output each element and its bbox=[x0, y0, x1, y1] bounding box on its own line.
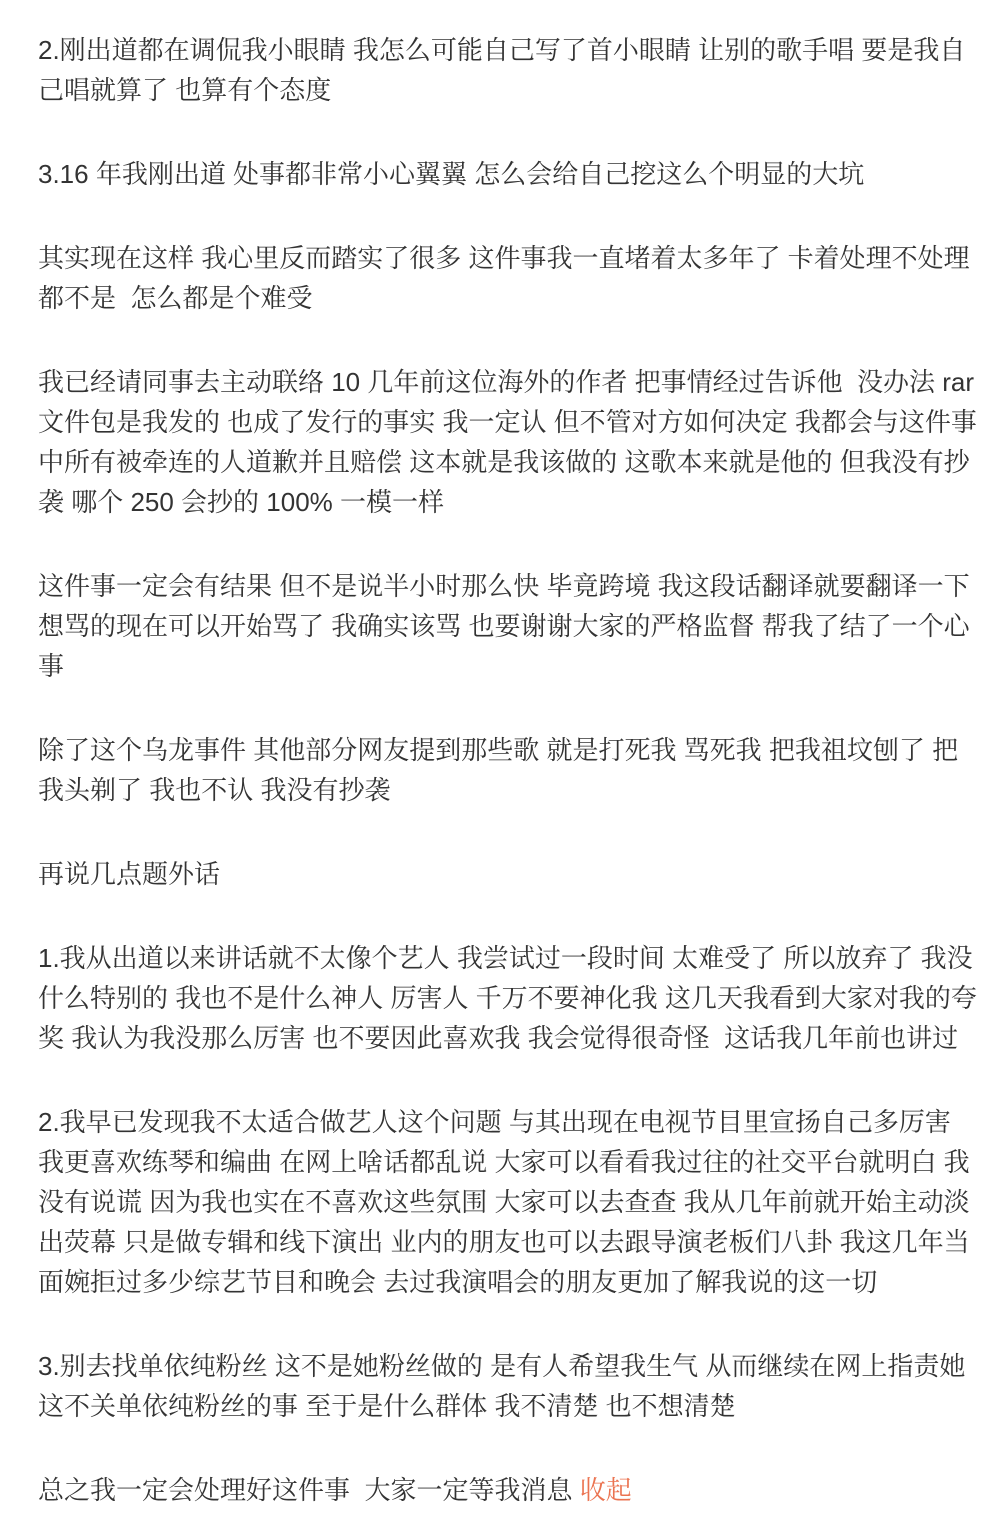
text-line bbox=[38, 1142, 972, 1182]
paragraph bbox=[38, 154, 972, 194]
text-line bbox=[38, 978, 977, 1018]
paragraph bbox=[38, 30, 972, 110]
text-line bbox=[38, 1470, 972, 1510]
text-line-content: 总之我一定会处理好这件事 大家一定等我消息 bbox=[38, 1475, 573, 1505]
paragraph bbox=[38, 1470, 972, 1510]
text-line-content: 中所有被牵连的人道歉并且赔偿 这本就是我该做的 这歌本来就是他的 但我没有抄 bbox=[38, 447, 970, 477]
text-line bbox=[38, 1222, 972, 1262]
paragraph bbox=[38, 730, 972, 810]
text-line bbox=[38, 938, 972, 978]
text-line-content: 我更喜欢练琴和编曲 在网上啥话都乱说 大家可以看看我过往的社交平台就明白 我 bbox=[38, 1147, 970, 1177]
paragraph bbox=[38, 854, 972, 894]
text-line bbox=[38, 1102, 972, 1142]
text-line bbox=[38, 70, 972, 110]
text-line-content: 我已经请同事去主动联络 10 几年前这位海外的作者 把事情经过告诉他 没办法 rar bbox=[38, 367, 975, 397]
collapse-link[interactable]: 收起 bbox=[579, 1475, 632, 1505]
text-line bbox=[38, 362, 975, 402]
text-line-content: 袭 哪个 250 会抄的 100% 一模一样 bbox=[38, 487, 444, 517]
text-line-content: 什么特别的 我也不是什么神人 厉害人 千万不要神化我 这几天我看到大家对我的夸 bbox=[38, 983, 977, 1013]
paragraph bbox=[38, 1102, 972, 1302]
text-line-content: 这件事一定会有结果 但不是说半小时那么快 毕竟跨境 我这段话翻译就要翻译一下 bbox=[38, 571, 970, 601]
paragraph bbox=[38, 362, 977, 522]
text-line-content: 3.16 年我刚出道 处事都非常小心翼翼 怎么会给自己挖这么个明显的大坑 bbox=[38, 159, 865, 189]
paragraph bbox=[38, 938, 977, 1058]
text-line-content: 2.我早已发现我不太适合做艺人这个问题 与其出现在电视节目里宣扬自己多厉害 bbox=[38, 1107, 951, 1137]
text-line bbox=[38, 1346, 972, 1386]
text-line bbox=[38, 854, 972, 894]
paragraph bbox=[38, 566, 972, 686]
paragraph bbox=[38, 1346, 972, 1426]
text-line-content: 奖 我认为我没那么厉害 也不要因此喜欢我 我会觉得很奇怪 这话我几年前也讲过 bbox=[38, 1023, 959, 1053]
text-line-content: 己唱就算了 也算有个态度 bbox=[38, 75, 332, 105]
text-line-content: 事 bbox=[38, 651, 65, 681]
text-line bbox=[38, 566, 972, 606]
text-line bbox=[38, 402, 977, 442]
text-line-content: 没有说谎 因为我也实在不喜欢这些氛围 大家可以去查查 我从几年前就开始主动淡 bbox=[38, 1187, 970, 1217]
text-line-content: 出荧幕 只是做专辑和线下演出 业内的朋友也可以去跟导演老板们八卦 我这几年当 bbox=[38, 1227, 970, 1257]
text-line bbox=[38, 1262, 972, 1302]
text-line bbox=[38, 646, 972, 686]
text-line bbox=[38, 730, 972, 770]
text-line bbox=[38, 278, 972, 318]
text-line-content: 文件包是我发的 也成了发行的事实 我一定认 但不管对方如何决定 我都会与这件事 bbox=[38, 407, 977, 437]
text-line bbox=[38, 1386, 972, 1426]
text-line bbox=[38, 238, 972, 278]
text-line-content: 2.刚出道都在调侃我小眼睛 我怎么可能自己写了首小眼睛 让别的歌手唱 要是我自 bbox=[38, 35, 966, 65]
text-line bbox=[38, 442, 972, 482]
text-line-content: 3.别去找单依纯粉丝 这不是她粉丝做的 是有人希望我生气 从而继续在网上指责她 bbox=[38, 1351, 966, 1381]
text-line bbox=[38, 606, 972, 646]
text-line-content: 除了这个乌龙事件 其他部分网友提到那些歌 就是打死我 骂死我 把我祖坟刨了 把 bbox=[38, 735, 959, 765]
text-line bbox=[38, 770, 972, 810]
text-line-content: 面婉拒过多少综艺节目和晚会 去过我演唱会的朋友更加了解我说的这一切 bbox=[38, 1267, 878, 1297]
text-line bbox=[38, 1018, 972, 1058]
text-line-content: 想骂的现在可以开始骂了 我确实该骂 也要谢谢大家的严格监督 帮我了结了一个心 bbox=[38, 611, 970, 641]
text-line bbox=[38, 154, 972, 194]
paragraph bbox=[38, 238, 972, 318]
text-line bbox=[38, 482, 972, 522]
text-line-content: 再说几点题外话 bbox=[38, 859, 221, 889]
text-line bbox=[38, 30, 972, 70]
text-line-content: 1.我从出道以来讲话就不太像个艺人 我尝试过一段时间 太难受了 所以放弃了 我没 bbox=[38, 943, 973, 973]
text-line-content: 其实现在这样 我心里反而踏实了很多 这件事我一直堵着太多年了 卡着处理不处理 bbox=[38, 243, 970, 273]
text-line bbox=[38, 1182, 972, 1222]
text-line-content: 都不是 怎么都是个难受 bbox=[38, 283, 313, 313]
text-line-content: 这不关单依纯粉丝的事 至于是什么群体 我不清楚 也不想清楚 bbox=[38, 1391, 736, 1421]
text-line-content: 我头剃了 我也不认 我没有抄袭 bbox=[38, 775, 391, 805]
